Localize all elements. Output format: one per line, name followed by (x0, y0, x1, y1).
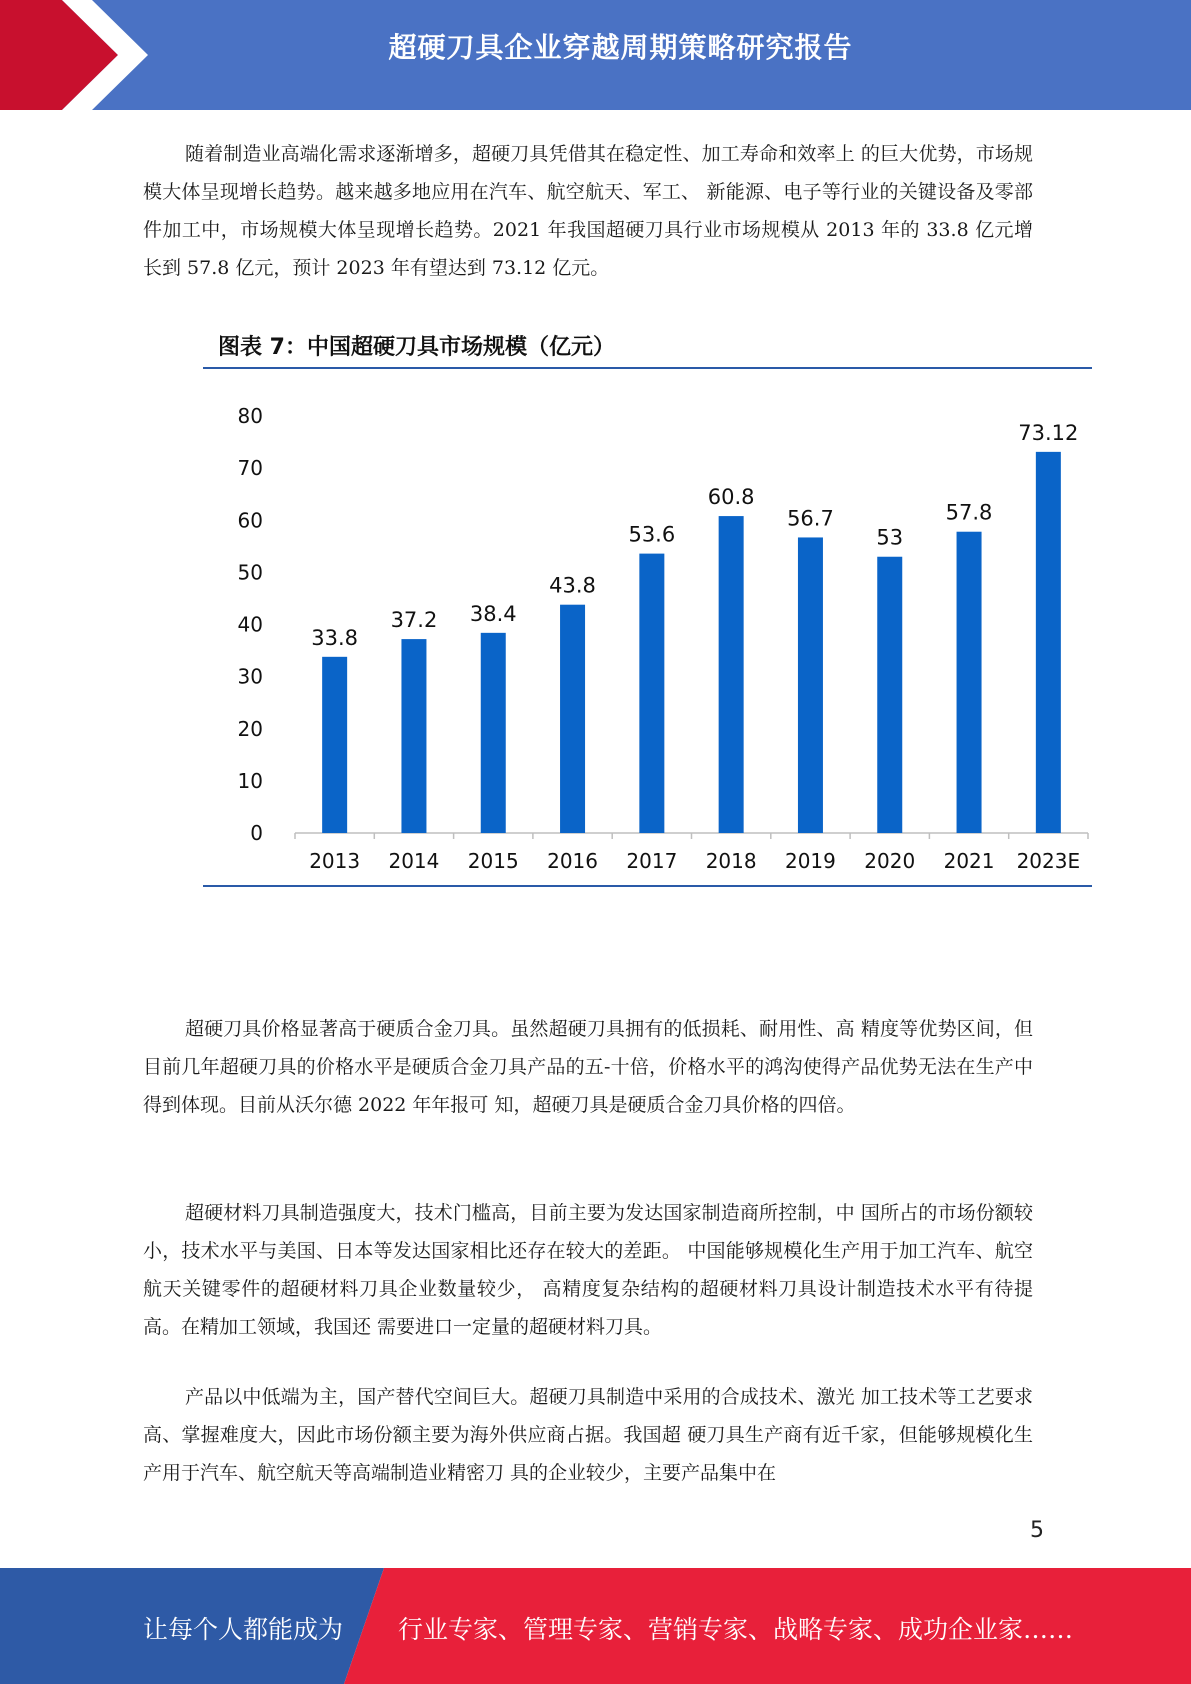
bar-2020 (877, 557, 902, 833)
x-tick-label-2018: 2018 (705, 849, 757, 873)
bar-2018 (719, 516, 744, 833)
footer-slogan-right: 行业专家、管理专家、营销专家、战略专家、成功企业家…… (398, 1615, 1074, 1644)
data-label-2014: 37.2 (390, 608, 438, 633)
bar-2014 (401, 639, 426, 833)
bar-2016 (560, 605, 585, 833)
data-label-2019: 56.7 (787, 506, 834, 531)
data-label-2023E: 73.12 (1018, 420, 1079, 445)
y-tick-label: 60 (237, 508, 263, 533)
paragraph-2: 超硬刀具价格显著高于硬质合金刀具。虽然超硬刀具拥有的低损耗、耐用性、高 精度等优势区间，但目前几年超硬刀具的价格水平是硬质合金刀具产品的五-十倍，价格水平的鸿沟使得产品优势无法在生产中得到体现。目前从沃尔德 2022 年年报可 知，超硬刀具是硬质合金刀具价格的四倍。 (143, 1018, 1033, 1116)
data-label-2015: 38.4 (469, 601, 517, 626)
x-tick-label-2023E: 2023E (1016, 849, 1081, 873)
x-tick-label-2014: 2014 (388, 849, 440, 873)
y-tick-label: 70 (237, 456, 263, 481)
paragraph-3: 超硬材料刀具制造强度大，技术门槛高，目前主要为发达国家制造商所控制，中 国所占的市场份额较小，技术水平与美国、日本等发达国家相比还存在较大的差距。 中国能够规模化生产用于加工汽车、航空航天关键零件的超硬材料刀具企业数量较少， 高精度复杂结构的超硬材料刀具设计制造技术水平有待提高。在精加工领域，我国还 需要进口一定量的超硬材料刀具。 (143, 1202, 1033, 1338)
y-tick-label: 20 (237, 716, 263, 741)
y-tick-label: 0 (250, 821, 263, 845)
page-header (0, 0, 1191, 110)
footer-slogan-left: 让每个人都能成为 (143, 1615, 344, 1644)
chart-top-rule (203, 367, 1092, 369)
bar-2023E (1036, 452, 1061, 833)
data-label-2016: 43.8 (549, 573, 596, 598)
paragraph-4: 产品以中低端为主，国产替代空间巨大。超硬刀具制造中采用的合成技术、激光 加工技术等工艺要求高、掌握难度大，因此市场份额主要为海外供应商占据。我国超 硬刀具生产商有近千家，但能够规模化生产用于汽车、航空航天等高端制造业精密刀 具的企业较少，主要产品集中在 (143, 1386, 1033, 1484)
report-title: 超硬刀具企业穿越周期策略研究报告 (388, 31, 853, 64)
y-tick-label: 40 (237, 612, 263, 637)
x-tick-label-2021: 2021 (943, 849, 995, 873)
bar-2017 (639, 554, 664, 833)
x-tick-label-2020: 2020 (864, 849, 916, 873)
market-size-bar-chart (203, 372, 1092, 884)
data-label-2020: 53 (876, 525, 904, 550)
page-number: 5 (1030, 1518, 1044, 1543)
bar-2015 (481, 633, 506, 833)
x-tick-label-2013: 2013 (309, 849, 361, 873)
data-label-2018: 60.8 (707, 485, 755, 510)
paragraph-1: 随着制造业高端化需求逐渐增多，超硬刀具凭借其在稳定性、加工寿命和效率上 的巨大优势，市场规模大体呈现增长趋势。越来越多地应用在汽车、航空航天、军工、 新能源、电子等行业的关键设备及零部件加工中，市场规模大体呈现增长趋势。2021 年我国超硬刀具行业市场规模从 2013 年的 33.8 亿元增长到 57.8 亿元，预计 2023 年有望达到 73.12 亿元。 (143, 143, 1033, 279)
data-label-2021: 57.8 (945, 500, 993, 525)
x-tick-label-2019: 2019 (784, 849, 836, 873)
chart-bottom-rule (203, 885, 1092, 887)
y-tick-label: 80 (237, 404, 263, 428)
page-footer (0, 1568, 1191, 1684)
data-label-2017: 53.6 (628, 522, 676, 547)
x-tick-label-2015: 2015 (467, 849, 519, 873)
bar-2013 (322, 657, 347, 833)
bar-2019 (798, 537, 823, 833)
data-label-2013: 33.8 (311, 625, 359, 650)
y-tick-label: 30 (237, 664, 263, 689)
y-tick-label: 50 (237, 560, 263, 585)
bar-2021 (957, 532, 982, 833)
x-tick-label-2017: 2017 (626, 849, 678, 873)
y-tick-label: 10 (237, 768, 263, 793)
x-tick-label-2016: 2016 (547, 849, 599, 873)
chart-title: 图表 7：中国超硬刀具市场规模（亿元） (218, 335, 615, 360)
